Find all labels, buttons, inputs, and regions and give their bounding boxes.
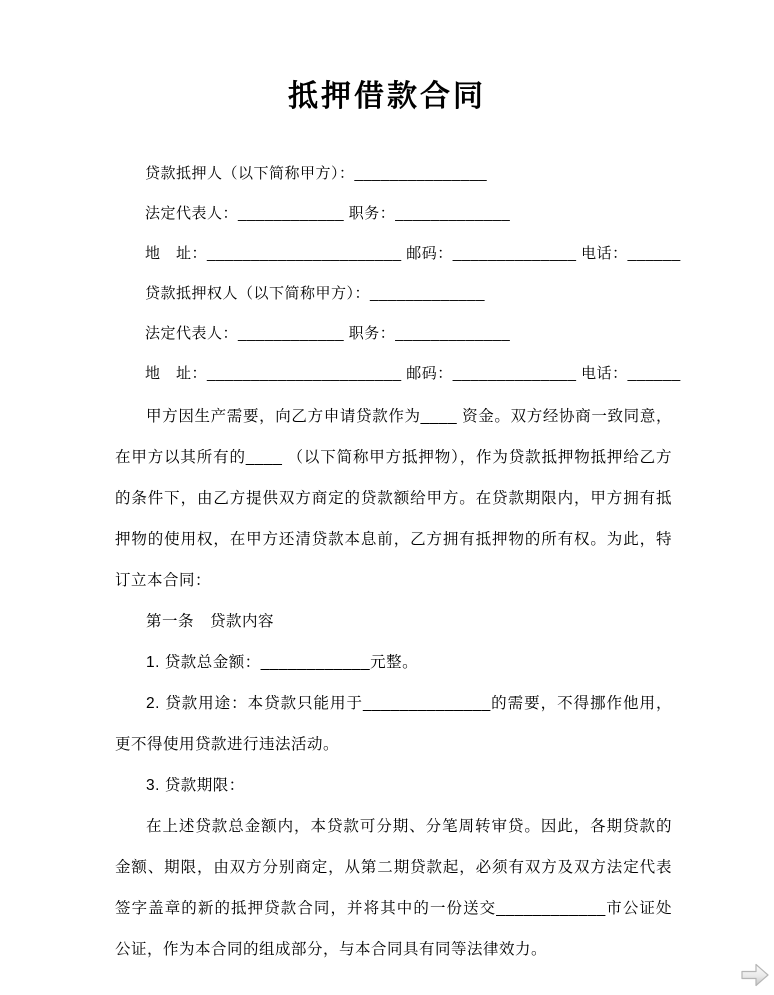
legal-representative-line-2: 法定代表人：____________ 职务：_____________ [145, 325, 511, 342]
mortgagor-name-line: 贷款抵押人（以下简称甲方）：_______________ [145, 165, 488, 182]
document-title: 抵押借款合同 [288, 80, 486, 113]
loan-amount-item: 1. 贷款总金额：____________元整。 [146, 654, 419, 671]
address-postcode-phone-line-1: 地 址：______________________ 邮码：______________ 电话：______ [145, 245, 681, 262]
contract-body-section [115, 396, 672, 970]
party-info-section [115, 154, 681, 394]
mortgagee-name-line: 贷款抵押权人（以下简称甲方）：_____________ [145, 285, 485, 302]
article-1-heading: 第一条 贷款内容 [146, 613, 275, 630]
intro-paragraph: 甲方因生产需要，向乙方申请贷款作为____ 资金。双方经协商一致同意，在甲方以其所有的____ （以下简称甲方抵押物），作为贷款抵押物抵押给乙方的条件下，由乙方提供双方商定的贷款额给甲方。在贷款期限内，甲方拥有抵押物的使用权，在甲方还清贷款本息前，乙方拥有抵押物的所有权。为此，特订立本合同： [115, 408, 672, 589]
loan-term-detail-paragraph: 在上述贷款总金额内，本贷款可分期、分笔周转审贷。因此，各期贷款的金额、期限，由双方分别商定，从第二期贷款起，必须有双方及双方法定代表签字盖章的新的抵押贷款合同，并将其中的一份送交____________市公证处公证，作为本合同的组成部分，与本合同具有同等法律效力。 [115, 818, 672, 958]
page-forward-arrow-icon[interactable] [740, 962, 770, 988]
legal-representative-line-1: 法定代表人：____________ 职务：_____________ [145, 205, 511, 222]
loan-purpose-item: 2. 贷款用途：本贷款只能用于______________的需要，不得挪作他用，更不得使用贷款进行违法活动。 [115, 695, 672, 753]
loan-term-item: 3. 贷款期限： [146, 777, 245, 794]
address-postcode-phone-line-2: 地 址：______________________ 邮码：______________ 电话：______ [145, 365, 681, 382]
